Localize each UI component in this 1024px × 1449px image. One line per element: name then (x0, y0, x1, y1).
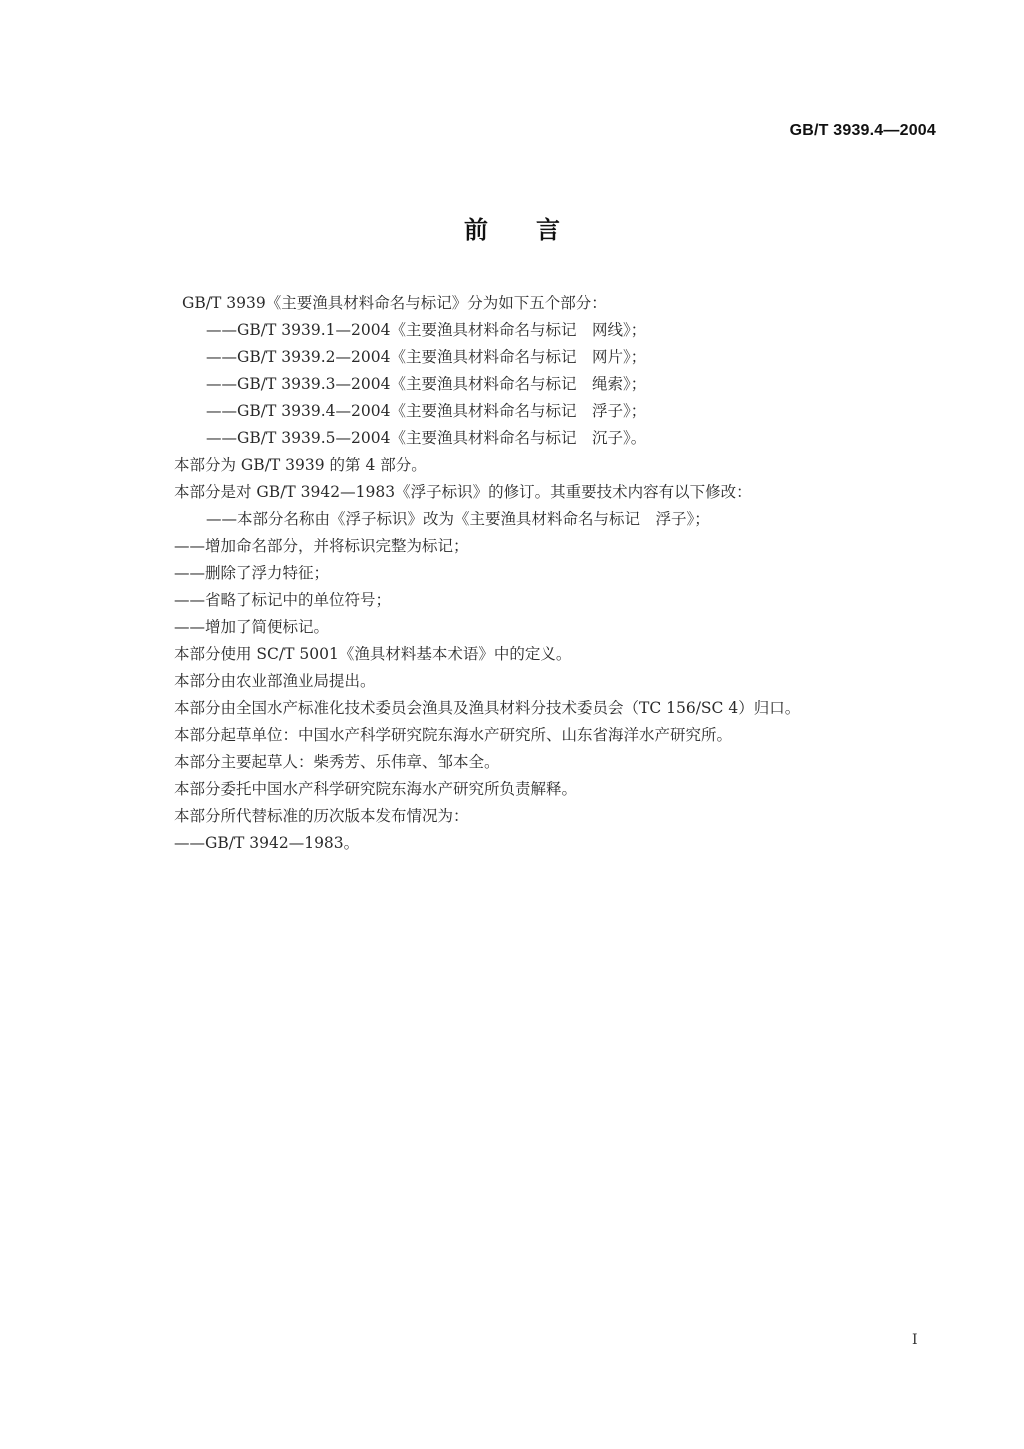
paragraph-interpretation: 本部分委托中国水产科学研究院东海水产研究所负责解释。 (174, 780, 578, 798)
list-item-change-3: ——删除了浮力特征； (174, 564, 330, 582)
list-item-change-1: ——本部分名称由《浮子标识》改为《主要渔具材料命名与标记 浮子》； (206, 510, 710, 528)
foreword-body (174, 290, 894, 857)
paragraph-drafters: 本部分主要起草人：柴秀芳、乐伟章、邹本全。 (174, 753, 500, 771)
paragraph-part-number: 本部分为 GB/T 3939 的第 4 部分。 (174, 456, 427, 474)
standard-code: GB/T 3939.4—2004 (789, 122, 936, 139)
list-item-part-4: ——GB/T 3939.4—2004《主要渔具材料命名与标记 浮子》； (206, 402, 647, 420)
list-item-part-3: ——GB/T 3939.3—2004《主要渔具材料命名与标记 绳索》； (206, 375, 647, 393)
page-number: I (912, 1332, 918, 1348)
list-item-part-2: ——GB/T 3939.2—2004《主要渔具材料命名与标记 网片》； (206, 348, 647, 366)
list-item-part-5: ——GB/T 3939.5—2004《主要渔具材料命名与标记 沉子》。 (206, 429, 647, 447)
list-item-change-5: ——增加了简便标记。 (174, 618, 330, 636)
list-item-change-2: ——增加命名部分，并将标识完整为标记； (174, 537, 469, 555)
paragraph-proposer: 本部分由农业部渔业局提出。 (174, 672, 376, 690)
list-item-history-1: ——GB/T 3942—1983。 (174, 834, 360, 852)
page-title: 前言 (464, 216, 608, 244)
paragraph-drafting-units: 本部分起草单位：中国水产科学研究院东海水产研究所、山东省海洋水产研究所。 (174, 726, 733, 744)
paragraph-revision: 本部分是对 GB/T 3942—1983《浮子标识》的修订。其重要技术内容有以下修改： (174, 483, 752, 501)
paragraph-definitions: 本部分使用 SC/T 5001《渔具材料基本术语》中的定义。 (174, 645, 572, 663)
list-item-part-1: ——GB/T 3939.1—2004《主要渔具材料命名与标记 网线》； (206, 321, 647, 339)
list-item-change-4: ——省略了标记中的单位符号； (174, 591, 392, 609)
paragraph-committee: 本部分由全国水产标准化技术委员会渔具及渔具材料分技术委员会（TC 156/SC 4）归口。 (174, 699, 801, 717)
paragraph-history: 本部分所代替标准的历次版本发布情况为： (174, 807, 469, 825)
paragraph-intro: GB/T 3939《主要渔具材料命名与标记》分为如下五个部分： (182, 294, 607, 312)
